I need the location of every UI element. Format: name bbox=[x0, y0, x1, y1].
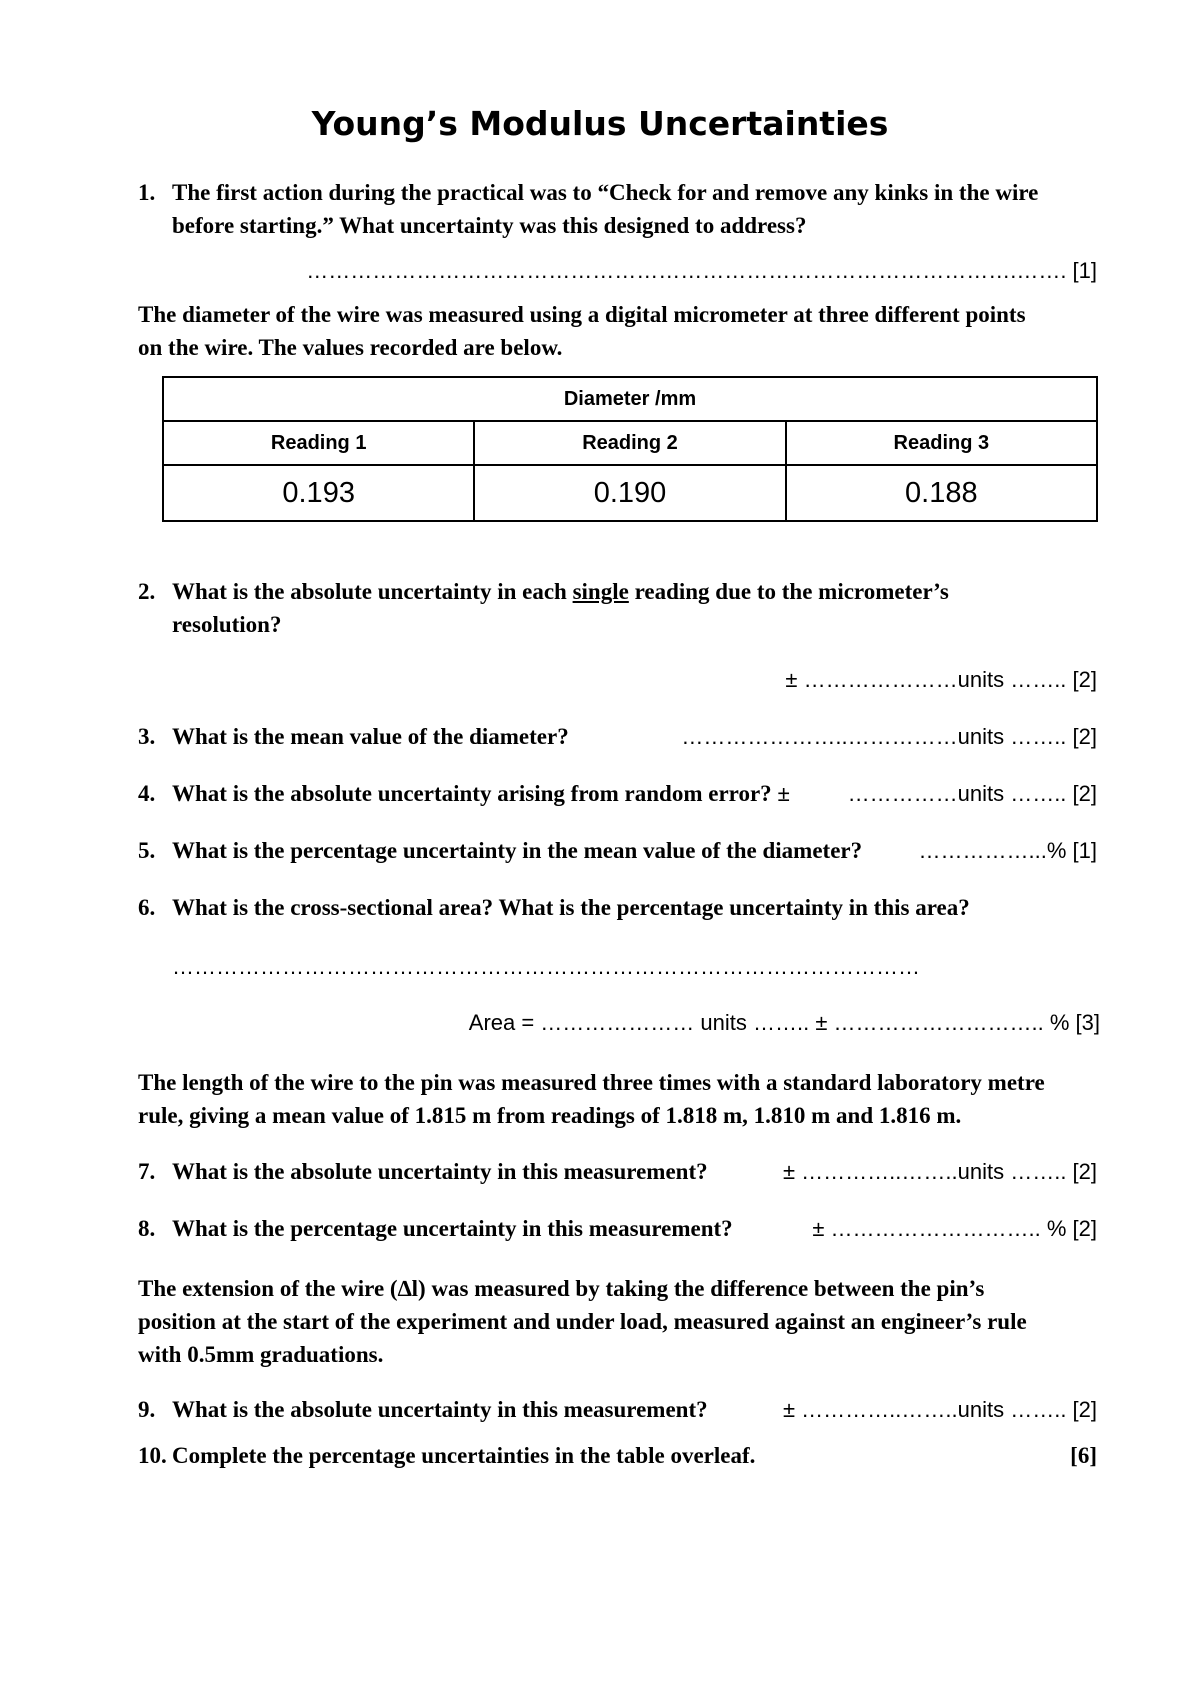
answer-line[interactable]: ± …………..……..units …….. [2] bbox=[782, 1397, 1097, 1422]
paragraph-line: rule, giving a mean value of 1.815 m from readings of 1.818 m, 1.810 m and 1.816 m. bbox=[138, 1103, 962, 1128]
question-number: 2. bbox=[138, 579, 156, 604]
answer-line[interactable]: ……………...% [1] bbox=[918, 838, 1097, 863]
table-cell: 0.193 bbox=[163, 465, 474, 521]
underlined-word: single bbox=[572, 579, 629, 604]
marks: [6] bbox=[1070, 1443, 1097, 1468]
question-7 bbox=[138, 1155, 708, 1188]
question-text: What is the percentage uncertainty in this measurement? bbox=[172, 1216, 733, 1241]
column-header: Reading 2 bbox=[474, 421, 785, 465]
question-1 bbox=[138, 176, 1038, 209]
question-number: 10. bbox=[138, 1443, 167, 1468]
question-text: What is the cross-sectional area? What is the percentage uncertainty in this area? bbox=[172, 895, 970, 920]
question-8 bbox=[138, 1212, 733, 1245]
question-9 bbox=[138, 1393, 708, 1426]
answer-line[interactable]: ………………………………………………………………………………………… bbox=[172, 954, 920, 979]
question-number: 6. bbox=[138, 895, 156, 920]
question-text: What is the absolute uncertainty in this measurement? bbox=[172, 1159, 708, 1184]
answer-line[interactable]: ……………units …….. [2] bbox=[847, 781, 1097, 806]
paragraph-line: position at the start of the experiment and under load, measured against an engineer’s rule bbox=[138, 1309, 1027, 1334]
column-header: Reading 3 bbox=[786, 421, 1097, 465]
question-2 bbox=[138, 575, 949, 608]
question-number: 4. bbox=[138, 781, 156, 806]
paragraph-line: The diameter of the wire was measured using a digital micrometer at three different points bbox=[138, 302, 1026, 327]
question-number: 1. bbox=[138, 180, 156, 205]
table-header: Diameter /mm bbox=[163, 377, 1097, 421]
answer-line[interactable]: ± ……………………….. % [2] bbox=[812, 1216, 1097, 1241]
question-text: What is the percentage uncertainty in the mean value of the diameter? bbox=[172, 838, 863, 863]
question-4 bbox=[138, 777, 790, 810]
question-3 bbox=[138, 720, 569, 753]
question-1-line-2: before starting.” What uncertainty was this designed to address? bbox=[172, 213, 807, 238]
paragraph-line: The extension of the wire (∆l) was measured by taking the difference between the pin’s bbox=[138, 1276, 985, 1301]
question-text: Complete the percentage uncertainties in the table overleaf. bbox=[172, 1443, 756, 1468]
question-5 bbox=[138, 834, 862, 867]
answer-line[interactable]: …………………..……………units …….. [2] bbox=[681, 724, 1097, 749]
paragraph-line: on the wire. The values recorded are below. bbox=[138, 335, 563, 360]
question-text: The first action during the practical was to “Check for and remove any kinks in the wire bbox=[172, 180, 1039, 205]
answer-line[interactable]: …………………………………………………………………………………….……. [1] bbox=[306, 258, 1097, 283]
question-6 bbox=[138, 891, 970, 924]
question-number: 3. bbox=[138, 724, 156, 749]
question-text: What is the absolute uncertainty in each bbox=[172, 579, 573, 604]
question-text: What is the absolute uncertainty arising from random error? ± bbox=[172, 781, 791, 806]
question-number: 7. bbox=[138, 1159, 156, 1184]
question-text: reading due to the micrometer’s bbox=[628, 579, 949, 604]
page-title: Young’s Modulus Uncertainties bbox=[311, 104, 889, 143]
table-cell: 0.188 bbox=[786, 465, 1097, 521]
column-header: Reading 1 bbox=[163, 421, 474, 465]
question-2-line-2: resolution? bbox=[172, 612, 282, 637]
table-cell: 0.190 bbox=[474, 465, 785, 521]
question-number: 8. bbox=[138, 1216, 156, 1241]
question-text: What is the absolute uncertainty in this measurement? bbox=[172, 1397, 708, 1422]
paragraph-line: The length of the wire to the pin was measured three times with a standard laboratory metre bbox=[138, 1070, 1045, 1095]
answer-line[interactable]: ± …………………units …….. [2] bbox=[785, 667, 1097, 692]
question-text: What is the mean value of the diameter? bbox=[172, 724, 569, 749]
paragraph-line: with 0.5mm graduations. bbox=[138, 1342, 384, 1367]
answer-line[interactable]: ± …………..……..units …….. [2] bbox=[782, 1159, 1097, 1184]
question-10 bbox=[138, 1439, 755, 1472]
diameter-table bbox=[162, 376, 1098, 522]
area-answer-line[interactable]: Area = ………………… units …….. ± ……………………….. % [3] bbox=[468, 1010, 1100, 1035]
question-number: 9. bbox=[138, 1397, 156, 1422]
question-number: 5. bbox=[138, 838, 156, 863]
